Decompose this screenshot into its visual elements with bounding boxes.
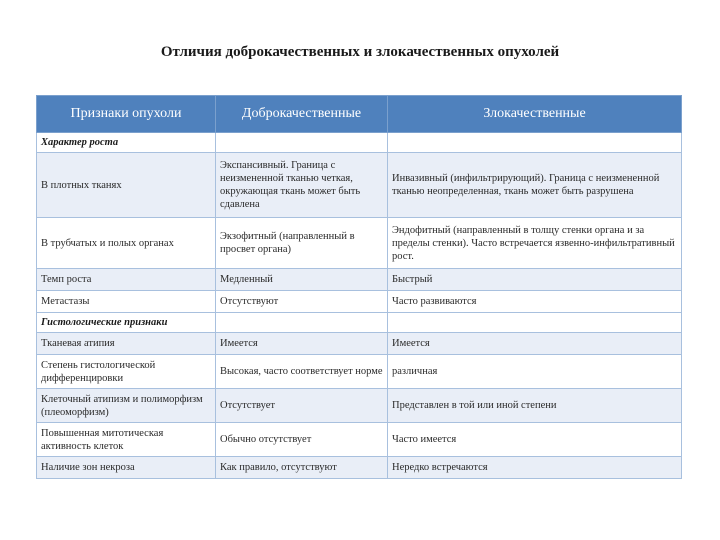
table-row [37,269,682,291]
row-benign: Как правило, отсутствуют [216,457,388,479]
row-feature: Наличие зон некроза [37,457,216,479]
row-malignant: Представлен в той или иной степени [388,389,682,423]
row-feature: Клеточный атипизм и полиморфизм (плеоморфизм) [37,389,216,423]
table-row [37,423,682,457]
table-row [37,153,682,218]
header-malignant: Злокачественные [388,96,682,133]
section-label-growth: Характер роста [37,133,216,153]
row-benign: Высокая, часто соответствует норме [216,355,388,389]
row-feature: В плотных тканях [37,153,216,218]
row-benign: Медленный [216,269,388,291]
row-malignant: Инвазивный (инфильтрирующий). Граница с неизмененной тканью неопределенная, ткань может быть разрушена [388,153,682,218]
table-row [37,389,682,423]
empty-cell [216,313,388,333]
row-malignant: Быстрый [388,269,682,291]
row-feature: Повышенная митотическая активность клеток [37,423,216,457]
header-benign: Доброкачественные [216,96,388,133]
row-malignant: Часто имеется [388,423,682,457]
header-feature: Признаки опухоли [37,96,216,133]
row-feature: В трубчатых и полых органах [37,218,216,269]
row-benign: Имеется [216,333,388,355]
row-malignant: Эндофитный (направленный в толщу стенки органа и за пределы стенки). Часто встречается язвенно-инфильтративный рост. [388,218,682,269]
row-benign: Отсутствует [216,389,388,423]
section-label-histology: Гистологические признаки [37,313,216,333]
section-row-histology [37,313,682,333]
empty-cell [388,313,682,333]
row-feature: Степень гистологической дифференцировки [37,355,216,389]
row-malignant: Нередко встречаются [388,457,682,479]
section-row-growth [37,133,682,153]
page-title: Отличия доброкачественных и злокачественных опухолей [160,44,560,60]
table-row [37,333,682,355]
header-row [37,96,682,133]
row-benign: Экспансивный. Граница с неизмененной тканью четкая, окружающая ткань может быть сдавлена [216,153,388,218]
row-benign: Отсутствуют [216,291,388,313]
row-malignant: различная [388,355,682,389]
row-feature: Метастазы [37,291,216,313]
empty-cell [216,133,388,153]
row-feature: Темп роста [37,269,216,291]
table-row [37,457,682,479]
row-benign: Обычно отсутствует [216,423,388,457]
table-row [37,218,682,269]
table-row [37,355,682,389]
row-feature: Тканевая атипия [37,333,216,355]
comparison-table [36,95,682,479]
row-malignant: Имеется [388,333,682,355]
row-benign: Экзофитный (направленный в просвет органа) [216,218,388,269]
empty-cell [388,133,682,153]
row-malignant: Часто развиваются [388,291,682,313]
table-row [37,291,682,313]
